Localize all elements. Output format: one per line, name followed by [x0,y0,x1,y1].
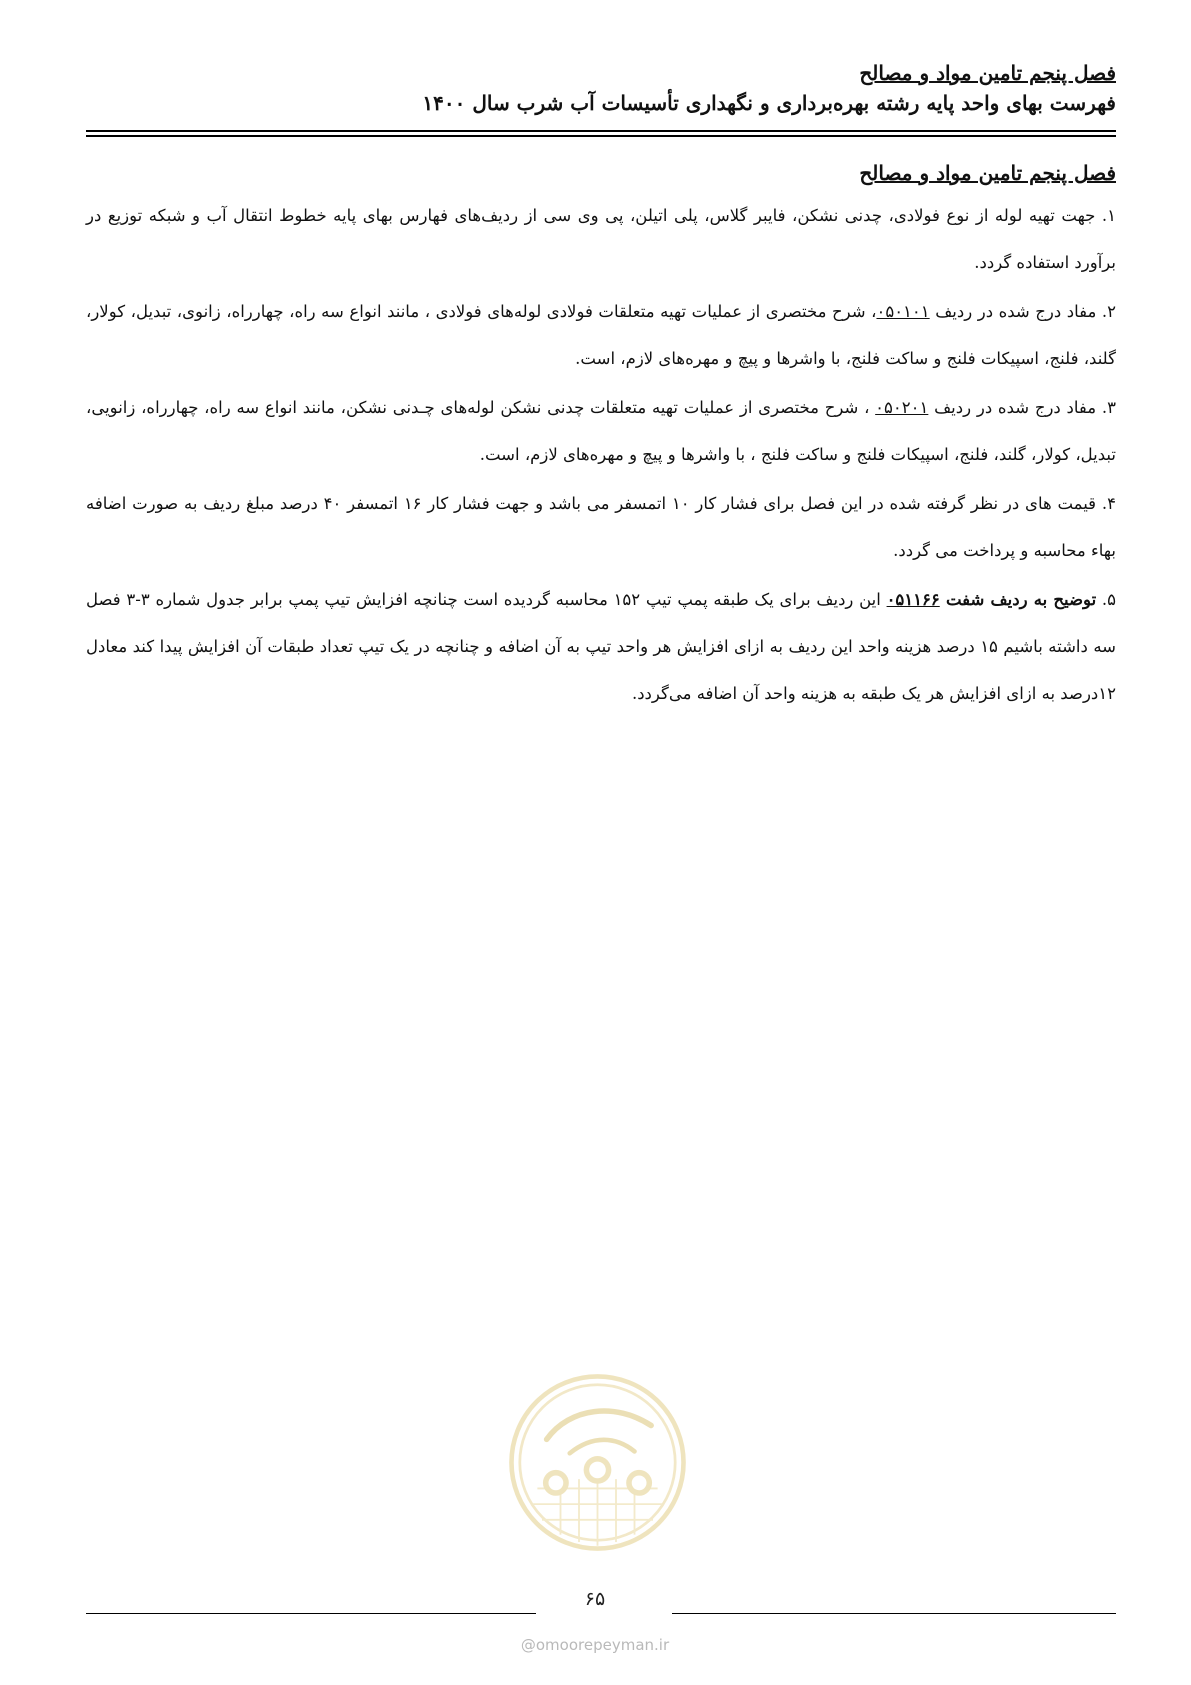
item-code: ۰۵۱۱۶۶ [886,590,940,609]
section-content [86,158,1116,719]
item-suffix: ، شرح مختصری از عملیات تهیه متعلقات فولادی لوله‌های فولادی ، مانند انواع سه راه، چهارراه، زانوی، تبدیل، کولار، گلند، فلنج، اسپیکات فلنج و ساکت فلنج، با واشرها و پیچ و مهره‌های لازم، است. [86,302,1116,368]
item-prefix: ۵. [1096,590,1117,609]
list-item [86,480,1116,574]
header-rule-top [86,130,1116,132]
list-item [86,288,1116,382]
footer-rule-left [86,1613,536,1614]
header-rule-bottom [86,135,1116,137]
item-text: ۴. قیمت های در نظر گرفته شده در این فصل برای فشار کار ۱۰ اتمسفر می باشد و جهت فشار کار ۱۶ اتمسفر ۴۰ درصد مبلغ ردیف به صورت اضافه بهاء محاسبه و پرداخت می گردد. [86,494,1116,560]
item-text: ۱. جهت تهیه لوله از نوع فولادی، چدنی نشکن، فایبر گلاس، پلی اتیلن، پی وی سی از ردیف‌های فهارس بهای پایه خطوط انتقال آب و شبکه توزیع در برآورد استفاده گردد. [86,206,1116,272]
item-prefix: ۲. مفاد درج شده در ردیف [929,302,1116,321]
item-code: ۰۵۰۲۰۱ [875,398,929,417]
list-item [86,576,1116,717]
item-prefix: ۳. مفاد درج شده در ردیف [928,398,1116,417]
page-header [76,58,1116,118]
omoorepeyman-logo-watermark [505,1370,690,1555]
page-number: ۶۵ [584,1588,606,1610]
item-suffix: این ردیف برای یک طبقه پمپ تیپ ۱۵۲ محاسبه گردیده است چنانچه افزایش تیپ پمپ برابر جدول شماره ۳-۳ فصل سه داشته باشیم ۱۵ درصد هزینه واحد این ردیف به ازای افزایش هر واحد تیپ به آن اضافه و چنانچه در یک تیپ تعداد طبقات آن افزایش پیدا کند معادل ۱۲درصد به ازای افزایش هر یک طبقه به هزینه واحد آن اضافه می‌گردد. [86,590,1116,703]
header-chapter-title: فصل پنجم تامین مواد و مصالح [859,61,1116,85]
list-item [86,192,1116,286]
item-bold-label: توضیح به ردیف شفت [939,590,1097,609]
header-document-title: فهرست بهای واحد پایه رشته بهره‌برداری و نگهداری تأسیسات آب شرب سال ۱۴۰۰ [422,91,1116,115]
list-item [86,384,1116,478]
section-title: فصل پنجم تامین مواد و مصالح [859,161,1116,185]
item-code: ۰۵۰۱۰۱ [876,302,930,321]
website-watermark-text: @omoorepeyman.ir [520,1636,670,1654]
footer-rule-right [672,1613,1116,1614]
item-suffix: ، شرح مختصری از عملیات تهیه متعلقات چدنی نشکن لوله‌های چـدنی نشکن، مانند انواع سه راه، چهارراه، زانویی، تبدیل، کولار، گلند، فلنج، اسپیکات فلنج و ساکت فلنج ، با واشرها و پیچ و مهره‌های لازم، است. [86,398,1116,464]
